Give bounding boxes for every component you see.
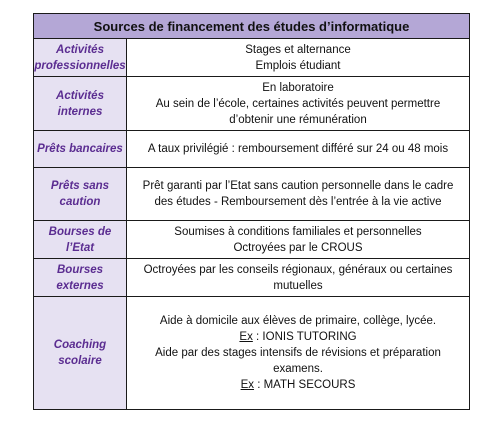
row-label-bourses-etat: Bourses de l’Etat (34, 221, 127, 259)
example-line (239, 329, 356, 345)
example-text: : IONIS TUTORING (252, 331, 357, 343)
row-line: Emplois étudiant (255, 59, 341, 72)
row-line: Soumises à conditions familiales et personnelles (174, 225, 422, 238)
example-prefix: Ex (239, 331, 253, 343)
row-line: A taux privilégié : remboursement différé sur 24 ou 48 mois (147, 143, 449, 155)
row-line: Prêt garanti par l’Etat sans caution personnelle dans le cadre des études - Remboursement dès l’entrée à la vie active (142, 180, 454, 208)
financing-table (33, 13, 470, 410)
row-line: Aide par des stages intensifs de révisions et préparation examens. (155, 347, 441, 375)
row-value-coaching-scolaire (127, 297, 469, 409)
table-title: Sources de financement des études d’informatique (34, 14, 469, 39)
row-line: En laboratoire (262, 81, 334, 94)
row-value-prets-bancaires (127, 131, 469, 168)
row-line: Octroyées par les conseils régionaux, généraux ou certaines mutuelles (143, 263, 453, 292)
row-line: Au sein de l’école, certaines activités peuvent permettre d’obtenir une rémunération (155, 97, 441, 126)
example-text: : MATH SECOURS (254, 379, 356, 391)
row-label-coaching-scolaire: Coaching scolaire (34, 297, 127, 409)
row-value-activites-internes (127, 77, 469, 131)
row-label-activites-internes: Activités internes (34, 77, 127, 131)
row-line: Aide à domicile aux élèves de primaire, collège, lycée. (159, 315, 437, 327)
row-label-activites-professionnelles: Activités professionnelles (34, 39, 127, 77)
row-label-prets-bancaires: Prêts bancaires (34, 131, 127, 168)
row-label-prets-sans-caution: Prêts sans caution (34, 168, 127, 221)
example-line (241, 377, 356, 393)
row-line: Stages et alternance (245, 43, 351, 56)
example-prefix: Ex (240, 379, 255, 391)
row-value-bourses-etat (127, 221, 469, 259)
row-value-bourses-externes (127, 259, 469, 297)
row-value-prets-sans-caution (127, 168, 469, 221)
row-line: Octroyées par le CROUS (233, 241, 363, 254)
row-label-bourses-externes: Bourses externes (34, 259, 127, 297)
row-value-activites-professionnelles (127, 39, 469, 77)
